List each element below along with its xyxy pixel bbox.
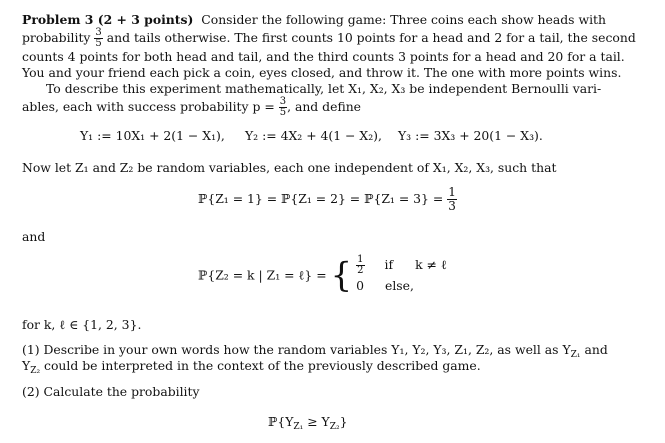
pz1-frac-den: 3	[448, 199, 456, 213]
model-fraction	[279, 97, 287, 118]
final-sub-1: Z₁	[293, 422, 304, 432]
case2-value: 0	[356, 278, 365, 293]
z-def-text: Now let Z₁ and Z₂ be random variables, each one independent of X₁, X₂, X₃, such that	[22, 160, 557, 175]
final-sub-2: Z₂	[329, 422, 340, 432]
z-def-line	[22, 160, 642, 176]
intro-text-1: Consider the following game: Three coins each show heads with	[201, 12, 607, 27]
q2-text: (2) Calculate the probability	[22, 384, 200, 399]
question-2	[22, 384, 642, 400]
model-frac-den: 5	[279, 107, 287, 118]
y2-equation: Y₂ := 4X₂ + 4(1 − X₂),	[245, 128, 382, 143]
case1-frac-den: 2	[357, 265, 364, 276]
and-word: and	[22, 229, 46, 244]
final-a: ℙ{Y	[268, 414, 294, 429]
cases-brace: {	[330, 255, 353, 296]
case-row-2	[356, 276, 447, 296]
case1-condition: k ≠ ℓ	[415, 257, 447, 272]
q1-text-1: (1) Describe in your own words how the random variables Y₁, Y₂, Y₃, Z₁, Z₂, as well as Y	[22, 342, 571, 357]
intro-line-2	[22, 28, 642, 49]
intro-fraction	[94, 28, 102, 49]
case-row-1	[356, 255, 447, 276]
model-line-1: To describe this experiment mathematically, let X₁, X₂, X₃ be independent Bernoulli vari-	[46, 81, 602, 96]
pz2-lhs: ℙ{Z₂ = k | Z₁ = ℓ} =	[198, 267, 327, 283]
q1-text-1-end: and	[584, 342, 608, 357]
intro-frac-num: 3	[95, 27, 102, 38]
question-1	[22, 342, 642, 374]
case2-else: else,	[385, 278, 414, 293]
case1-if: if	[384, 257, 394, 272]
pz1-fraction	[447, 186, 457, 213]
q1-line-1	[22, 342, 642, 358]
pz1-equation	[198, 186, 457, 213]
problem-heading: Problem 3 (2 + 3 points)	[22, 12, 194, 27]
final-probability	[268, 414, 348, 430]
model-text-2b: , and define	[287, 99, 362, 114]
intro-text-2a: probability	[22, 30, 91, 45]
intro-line-1	[22, 12, 642, 28]
q1-sub-1: Z₁	[570, 350, 581, 360]
y3-equation: Y₃ := 3X₃ + 20(1 − X₃).	[398, 128, 543, 143]
q1-text-2b: could be interpreted in the context of the previously described game.	[44, 358, 481, 373]
intro-line-4: You and your friend each pick a coin, eyes closed, and throw it. The one with more points wins.	[22, 65, 622, 80]
model-frac-num: 3	[279, 96, 287, 107]
q1-sub-2: Z₂	[30, 366, 41, 376]
pz2-equation	[198, 255, 447, 296]
problem-intro	[22, 12, 642, 118]
model-text-2a: ables, each with success probability p =	[22, 99, 275, 114]
for-line: for k, ℓ ∈ {1, 2, 3}.	[22, 317, 142, 332]
model-line-2	[22, 97, 642, 118]
intro-text-2b: and tails otherwise. The first counts 10 points for a head and 2 for a tail, the second	[106, 30, 636, 45]
final-b: ≥ Y	[307, 414, 330, 429]
y1-equation: Y₁ := 10X₁ + 2(1 − X₁),	[80, 128, 225, 143]
intro-line-3: counts 4 points for both head and tail, and the third counts 3 points for a head and 20 for a tail.	[22, 49, 625, 64]
pz1-frac-num: 1	[448, 185, 456, 199]
q1-text-2a: Y	[22, 358, 31, 373]
final-c: }	[339, 414, 348, 429]
q1-line-2	[22, 358, 642, 374]
intro-frac-den: 5	[95, 38, 102, 49]
pz1-lhs: ℙ{Z₁ = 1} = ℙ{Z₁ = 2} = ℙ{Z₁ = 3} =	[198, 191, 444, 206]
case1-fraction	[356, 255, 364, 276]
cases-block	[356, 255, 447, 296]
case1-frac-num: 1	[357, 254, 364, 265]
